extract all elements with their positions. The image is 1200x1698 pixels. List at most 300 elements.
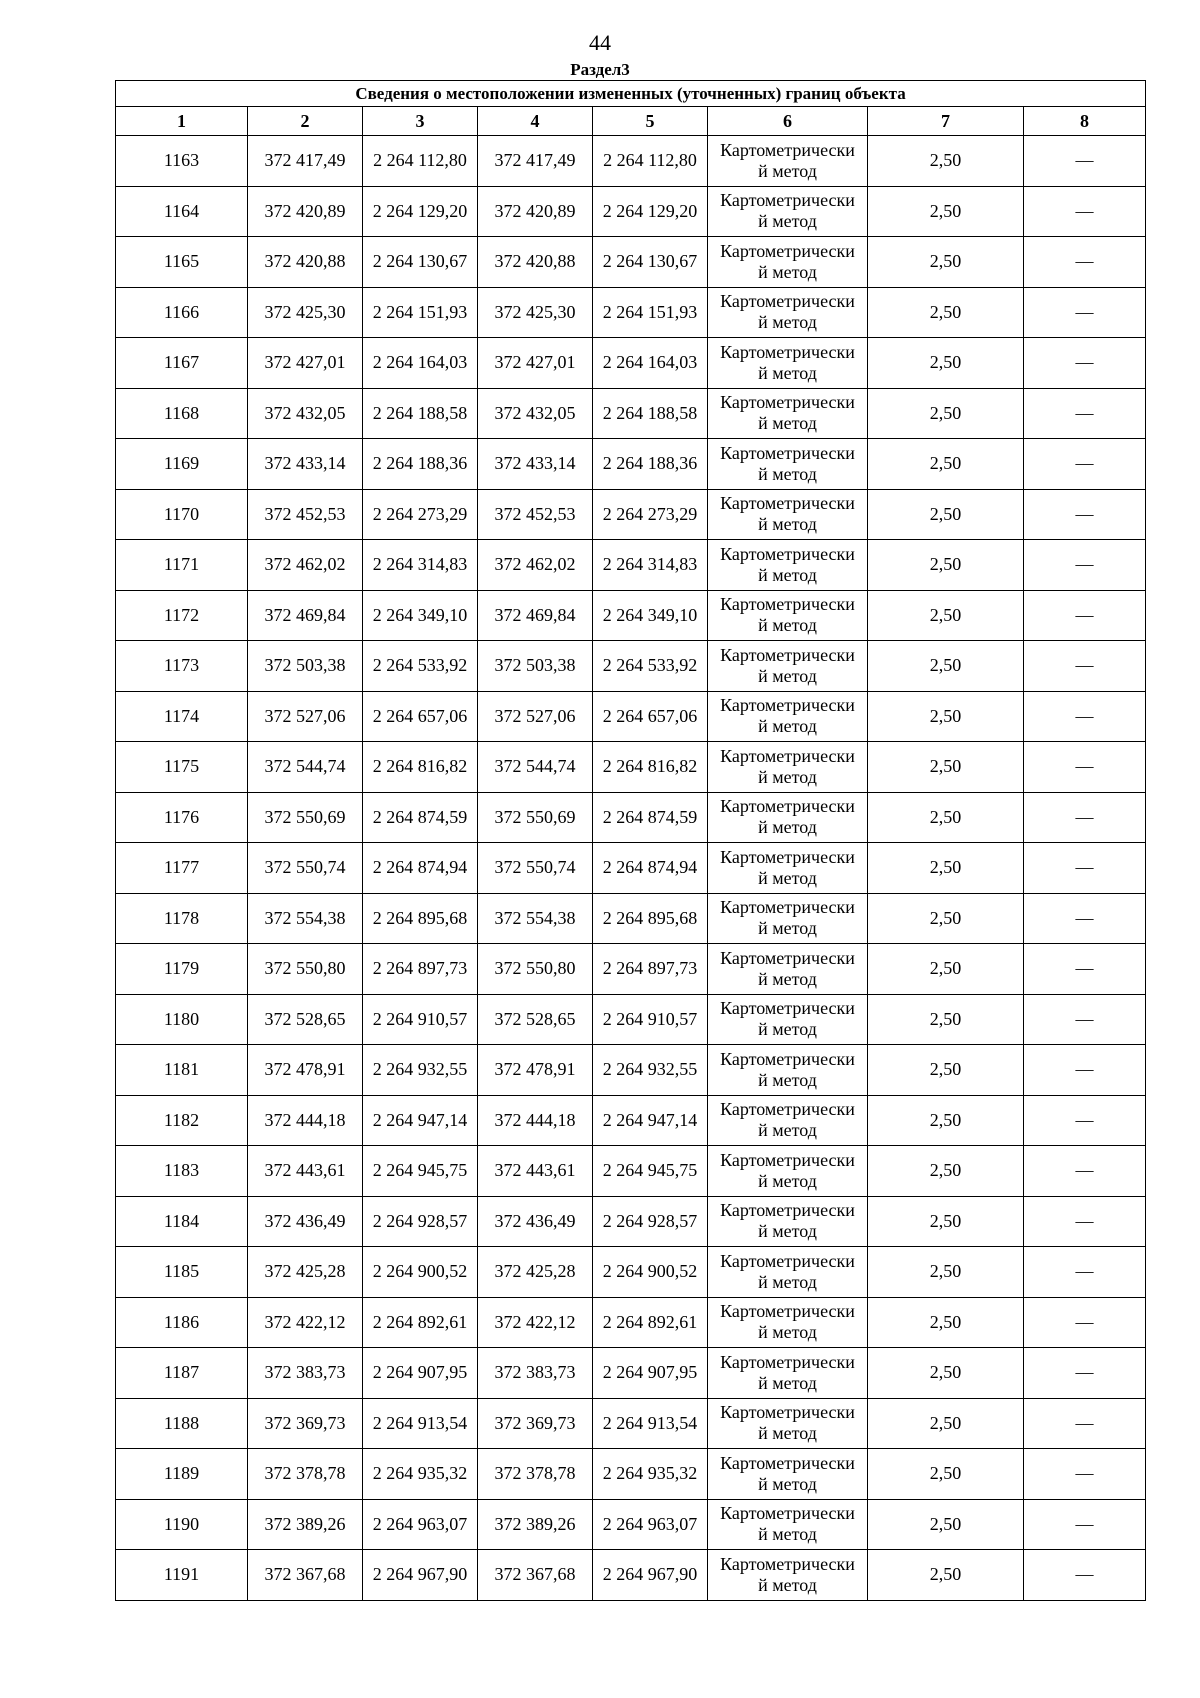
accuracy-cell: 2,50 [868, 1146, 1024, 1197]
point-number-cell: 1174 [116, 691, 248, 742]
y-existing-cell: 2 264 273,29 [363, 489, 478, 540]
point-number-cell: 1164 [116, 186, 248, 237]
method-text-line2: й метод [758, 564, 817, 585]
method-text-line2: й метод [758, 1019, 817, 1040]
y-new-cell: 2 264 188,58 [593, 388, 708, 439]
note-cell: — [1024, 944, 1146, 995]
accuracy-cell: 2,50 [868, 1247, 1024, 1298]
method-cell [708, 1449, 868, 1500]
y-existing-cell: 2 264 874,94 [363, 843, 478, 894]
point-number-cell: 1165 [116, 237, 248, 288]
table-row [116, 1247, 1146, 1298]
accuracy-cell: 2,50 [868, 287, 1024, 338]
y-new-cell: 2 264 816,82 [593, 742, 708, 793]
note-cell: — [1024, 1196, 1146, 1247]
table-row [116, 994, 1146, 1045]
method-text-line2: й метод [758, 514, 817, 535]
x-new-cell: 372 432,05 [478, 388, 593, 439]
method-cell [708, 792, 868, 843]
column-header: 7 [868, 107, 1024, 136]
accuracy-cell: 2,50 [868, 388, 1024, 439]
x-existing-cell: 372 550,74 [248, 843, 363, 894]
y-existing-cell: 2 264 657,06 [363, 691, 478, 742]
point-number-cell: 1166 [116, 287, 248, 338]
x-existing-cell: 372 369,73 [248, 1398, 363, 1449]
method-text-line1: Картометрически [720, 240, 855, 261]
note-cell: — [1024, 439, 1146, 490]
method-cell [708, 843, 868, 894]
method-text-line2: й метод [758, 160, 817, 181]
y-new-cell: 2 264 151,93 [593, 287, 708, 338]
x-existing-cell: 372 527,06 [248, 691, 363, 742]
note-cell: — [1024, 641, 1146, 692]
accuracy-cell: 2,50 [868, 1196, 1024, 1247]
y-new-cell: 2 264 657,06 [593, 691, 708, 742]
y-new-cell: 2 264 928,57 [593, 1196, 708, 1247]
x-existing-cell: 372 378,78 [248, 1449, 363, 1500]
accuracy-cell: 2,50 [868, 792, 1024, 843]
x-existing-cell: 372 433,14 [248, 439, 363, 490]
point-number-cell: 1183 [116, 1146, 248, 1197]
note-cell: — [1024, 1449, 1146, 1500]
method-text-line2: й метод [758, 817, 817, 838]
note-cell: — [1024, 792, 1146, 843]
y-existing-cell: 2 264 533,92 [363, 641, 478, 692]
x-existing-cell: 372 389,26 [248, 1499, 363, 1550]
accuracy-cell: 2,50 [868, 893, 1024, 944]
method-text-line2: й метод [758, 867, 817, 888]
table-row [116, 439, 1146, 490]
y-new-cell: 2 264 314,83 [593, 540, 708, 591]
accuracy-cell: 2,50 [868, 1095, 1024, 1146]
x-existing-cell: 372 528,65 [248, 994, 363, 1045]
accuracy-cell: 2,50 [868, 1348, 1024, 1399]
x-existing-cell: 372 544,74 [248, 742, 363, 793]
method-cell [708, 489, 868, 540]
method-text-line1: Картометрически [720, 341, 855, 362]
note-cell: — [1024, 1398, 1146, 1449]
table-row [116, 1398, 1146, 1449]
note-cell: — [1024, 287, 1146, 338]
accuracy-cell: 2,50 [868, 641, 1024, 692]
method-text-line1: Картометрически [720, 392, 855, 413]
method-text-line1: Картометрически [720, 1200, 855, 1221]
y-existing-cell: 2 264 895,68 [363, 893, 478, 944]
y-new-cell: 2 264 130,67 [593, 237, 708, 288]
method-cell [708, 388, 868, 439]
method-text-line1: Картометрически [720, 998, 855, 1019]
method-cell [708, 338, 868, 389]
table-row [116, 590, 1146, 641]
x-new-cell: 372 527,06 [478, 691, 593, 742]
method-cell [708, 136, 868, 187]
method-text-line1: Картометрически [720, 1402, 855, 1423]
table-row [116, 1499, 1146, 1550]
table-row [116, 641, 1146, 692]
note-cell: — [1024, 742, 1146, 793]
table-row [116, 1095, 1146, 1146]
method-cell [708, 590, 868, 641]
table-row [116, 742, 1146, 793]
method-text-line1: Картометрически [720, 846, 855, 867]
table-row [116, 1449, 1146, 1500]
y-new-cell: 2 264 947,14 [593, 1095, 708, 1146]
method-text-line2: й метод [758, 1120, 817, 1141]
x-new-cell: 372 444,18 [478, 1095, 593, 1146]
y-existing-cell: 2 264 151,93 [363, 287, 478, 338]
x-new-cell: 372 383,73 [478, 1348, 593, 1399]
y-new-cell: 2 264 913,54 [593, 1398, 708, 1449]
x-existing-cell: 372 550,69 [248, 792, 363, 843]
accuracy-cell: 2,50 [868, 338, 1024, 389]
x-new-cell: 372 462,02 [478, 540, 593, 591]
method-text-line1: Картометрически [720, 1099, 855, 1120]
y-existing-cell: 2 264 188,58 [363, 388, 478, 439]
note-cell: — [1024, 1550, 1146, 1601]
note-cell: — [1024, 136, 1146, 187]
x-new-cell: 372 544,74 [478, 742, 593, 793]
point-number-cell: 1176 [116, 792, 248, 843]
method-text-line2: й метод [758, 1322, 817, 1343]
x-existing-cell: 372 469,84 [248, 590, 363, 641]
method-text-line2: й метод [758, 362, 817, 383]
method-text-line1: Картометрически [720, 291, 855, 312]
y-existing-cell: 2 264 967,90 [363, 1550, 478, 1601]
method-text-line2: й метод [758, 1473, 817, 1494]
accuracy-cell: 2,50 [868, 590, 1024, 641]
x-new-cell: 372 550,80 [478, 944, 593, 995]
column-header: 1 [116, 107, 248, 136]
x-new-cell: 372 367,68 [478, 1550, 593, 1601]
method-text-line1: Картометрически [720, 745, 855, 766]
table-caption: Сведения о местоположении измененных (уточненных) границ объекта [116, 81, 1146, 107]
method-cell [708, 1499, 868, 1550]
method-text-line1: Картометрически [720, 1048, 855, 1069]
x-existing-cell: 372 503,38 [248, 641, 363, 692]
table-row [116, 1146, 1146, 1197]
y-existing-cell: 2 264 947,14 [363, 1095, 478, 1146]
y-new-cell: 2 264 935,32 [593, 1449, 708, 1500]
point-number-cell: 1181 [116, 1045, 248, 1096]
method-cell [708, 1146, 868, 1197]
x-new-cell: 372 503,38 [478, 641, 593, 692]
column-header: 4 [478, 107, 593, 136]
y-new-cell: 2 264 897,73 [593, 944, 708, 995]
method-cell [708, 237, 868, 288]
method-text-line1: Картометрически [720, 897, 855, 918]
table-body [116, 136, 1146, 1601]
point-number-cell: 1171 [116, 540, 248, 591]
method-text-line2: й метод [758, 665, 817, 686]
method-text-line1: Картометрически [720, 796, 855, 817]
column-header: 2 [248, 107, 363, 136]
y-new-cell: 2 264 273,29 [593, 489, 708, 540]
method-cell [708, 691, 868, 742]
note-cell: — [1024, 338, 1146, 389]
x-existing-cell: 372 427,01 [248, 338, 363, 389]
note-cell: — [1024, 1095, 1146, 1146]
method-text-line1: Картометрически [720, 1301, 855, 1322]
method-cell [708, 1348, 868, 1399]
x-new-cell: 372 422,12 [478, 1297, 593, 1348]
y-existing-cell: 2 264 164,03 [363, 338, 478, 389]
column-header: 3 [363, 107, 478, 136]
y-new-cell: 2 264 907,95 [593, 1348, 708, 1399]
accuracy-cell: 2,50 [868, 1398, 1024, 1449]
x-existing-cell: 372 436,49 [248, 1196, 363, 1247]
x-new-cell: 372 378,78 [478, 1449, 593, 1500]
method-text-line2: й метод [758, 1372, 817, 1393]
table-row [116, 691, 1146, 742]
note-cell: — [1024, 1045, 1146, 1096]
accuracy-cell: 2,50 [868, 1449, 1024, 1500]
point-number-cell: 1167 [116, 338, 248, 389]
y-new-cell: 2 264 900,52 [593, 1247, 708, 1298]
x-existing-cell: 372 425,28 [248, 1247, 363, 1298]
y-existing-cell: 2 264 932,55 [363, 1045, 478, 1096]
point-number-cell: 1168 [116, 388, 248, 439]
x-new-cell: 372 550,74 [478, 843, 593, 894]
y-new-cell: 2 264 129,20 [593, 186, 708, 237]
note-cell: — [1024, 388, 1146, 439]
page-number: 44 [589, 30, 611, 55]
x-existing-cell: 372 367,68 [248, 1550, 363, 1601]
method-text-line2: й метод [758, 1271, 817, 1292]
note-cell: — [1024, 1146, 1146, 1197]
note-cell: — [1024, 994, 1146, 1045]
y-existing-cell: 2 264 963,07 [363, 1499, 478, 1550]
method-text-line2: й метод [758, 1221, 817, 1242]
method-text-line1: Картометрически [720, 190, 855, 211]
y-existing-cell: 2 264 913,54 [363, 1398, 478, 1449]
accuracy-cell: 2,50 [868, 136, 1024, 187]
point-number-cell: 1173 [116, 641, 248, 692]
table-row [116, 237, 1146, 288]
x-new-cell: 372 425,28 [478, 1247, 593, 1298]
note-cell: — [1024, 1247, 1146, 1298]
method-text-line1: Картометрически [720, 493, 855, 514]
accuracy-cell: 2,50 [868, 994, 1024, 1045]
point-number-cell: 1179 [116, 944, 248, 995]
y-new-cell: 2 264 945,75 [593, 1146, 708, 1197]
y-existing-cell: 2 264 907,95 [363, 1348, 478, 1399]
x-new-cell: 372 478,91 [478, 1045, 593, 1096]
y-new-cell: 2 264 910,57 [593, 994, 708, 1045]
x-new-cell: 372 443,61 [478, 1146, 593, 1197]
table-row [116, 1196, 1146, 1247]
method-cell [708, 540, 868, 591]
note-cell: — [1024, 843, 1146, 894]
table-caption-row [116, 81, 1146, 107]
y-existing-cell: 2 264 314,83 [363, 540, 478, 591]
y-existing-cell: 2 264 900,52 [363, 1247, 478, 1298]
x-new-cell: 372 417,49 [478, 136, 593, 187]
table-row [116, 1550, 1146, 1601]
note-cell: — [1024, 237, 1146, 288]
method-cell [708, 944, 868, 995]
method-text-line2: й метод [758, 615, 817, 636]
point-number-cell: 1178 [116, 893, 248, 944]
note-cell: — [1024, 590, 1146, 641]
table-row [116, 1297, 1146, 1348]
x-existing-cell: 372 462,02 [248, 540, 363, 591]
y-existing-cell: 2 264 816,82 [363, 742, 478, 793]
accuracy-cell: 2,50 [868, 1550, 1024, 1601]
table-row [116, 338, 1146, 389]
y-existing-cell: 2 264 928,57 [363, 1196, 478, 1247]
column-header: 8 [1024, 107, 1146, 136]
method-cell [708, 287, 868, 338]
method-cell [708, 1297, 868, 1348]
table-row [116, 136, 1146, 187]
section-title: Раздел3 [570, 60, 630, 79]
x-existing-cell: 372 443,61 [248, 1146, 363, 1197]
method-text-line2: й метод [758, 1524, 817, 1545]
y-existing-cell: 2 264 910,57 [363, 994, 478, 1045]
x-new-cell: 372 528,65 [478, 994, 593, 1045]
method-cell [708, 1095, 868, 1146]
y-new-cell: 2 264 188,36 [593, 439, 708, 490]
x-new-cell: 372 420,89 [478, 186, 593, 237]
method-text-line1: Картометрически [720, 644, 855, 665]
method-text-line1: Картометрически [720, 1452, 855, 1473]
y-new-cell: 2 264 874,94 [593, 843, 708, 894]
method-text-line2: й метод [758, 312, 817, 333]
point-number-cell: 1184 [116, 1196, 248, 1247]
accuracy-cell: 2,50 [868, 489, 1024, 540]
point-number-cell: 1185 [116, 1247, 248, 1298]
x-existing-cell: 372 478,91 [248, 1045, 363, 1096]
accuracy-cell: 2,50 [868, 1499, 1024, 1550]
x-new-cell: 372 389,26 [478, 1499, 593, 1550]
accuracy-cell: 2,50 [868, 1297, 1024, 1348]
method-text-line2: й метод [758, 261, 817, 282]
y-new-cell: 2 264 967,90 [593, 1550, 708, 1601]
method-text-line2: й метод [758, 1574, 817, 1595]
y-new-cell: 2 264 892,61 [593, 1297, 708, 1348]
x-existing-cell: 372 452,53 [248, 489, 363, 540]
accuracy-cell: 2,50 [868, 237, 1024, 288]
y-new-cell: 2 264 164,03 [593, 338, 708, 389]
table-row [116, 287, 1146, 338]
point-number-cell: 1180 [116, 994, 248, 1045]
method-text-line2: й метод [758, 463, 817, 484]
x-new-cell: 372 452,53 [478, 489, 593, 540]
y-new-cell: 2 264 349,10 [593, 590, 708, 641]
note-cell: — [1024, 186, 1146, 237]
table-row [116, 388, 1146, 439]
table-row [116, 944, 1146, 995]
method-text-line1: Картометрически [720, 442, 855, 463]
y-new-cell: 2 264 963,07 [593, 1499, 708, 1550]
x-existing-cell: 372 554,38 [248, 893, 363, 944]
point-number-cell: 1172 [116, 590, 248, 641]
column-header: 6 [708, 107, 868, 136]
method-text-line1: Картометрически [720, 139, 855, 160]
x-existing-cell: 372 417,49 [248, 136, 363, 187]
method-text-line1: Картометрически [720, 543, 855, 564]
table-row [116, 489, 1146, 540]
method-cell [708, 742, 868, 793]
method-cell [708, 1045, 868, 1096]
method-text-line1: Картометрически [720, 1149, 855, 1170]
note-cell: — [1024, 1297, 1146, 1348]
method-text-line2: й метод [758, 766, 817, 787]
column-header-row [116, 107, 1146, 136]
x-new-cell: 372 425,30 [478, 287, 593, 338]
x-new-cell: 372 550,69 [478, 792, 593, 843]
method-text-line1: Картометрически [720, 1351, 855, 1372]
y-existing-cell: 2 264 129,20 [363, 186, 478, 237]
y-existing-cell: 2 264 945,75 [363, 1146, 478, 1197]
point-number-cell: 1175 [116, 742, 248, 793]
x-existing-cell: 372 420,89 [248, 186, 363, 237]
accuracy-cell: 2,50 [868, 540, 1024, 591]
method-cell [708, 439, 868, 490]
method-text-line1: Картометрически [720, 1250, 855, 1271]
table-row [116, 792, 1146, 843]
table-row [116, 1348, 1146, 1399]
note-cell: — [1024, 1499, 1146, 1550]
method-text-line2: й метод [758, 1170, 817, 1191]
note-cell: — [1024, 540, 1146, 591]
method-text-line2: й метод [758, 1423, 817, 1444]
x-new-cell: 372 554,38 [478, 893, 593, 944]
point-number-cell: 1182 [116, 1095, 248, 1146]
accuracy-cell: 2,50 [868, 691, 1024, 742]
accuracy-cell: 2,50 [868, 186, 1024, 237]
x-existing-cell: 372 383,73 [248, 1348, 363, 1399]
point-number-cell: 1191 [116, 1550, 248, 1601]
method-text-line2: й метод [758, 918, 817, 939]
method-cell [708, 1550, 868, 1601]
method-text-line1: Картометрически [720, 594, 855, 615]
x-new-cell: 372 433,14 [478, 439, 593, 490]
method-cell [708, 186, 868, 237]
table-row [116, 540, 1146, 591]
method-cell [708, 1196, 868, 1247]
accuracy-cell: 2,50 [868, 1045, 1024, 1096]
point-number-cell: 1177 [116, 843, 248, 894]
y-existing-cell: 2 264 130,67 [363, 237, 478, 288]
note-cell: — [1024, 489, 1146, 540]
accuracy-cell: 2,50 [868, 439, 1024, 490]
table-row [116, 843, 1146, 894]
table-row [116, 1045, 1146, 1096]
accuracy-cell: 2,50 [868, 843, 1024, 894]
y-existing-cell: 2 264 112,80 [363, 136, 478, 187]
method-text-line1: Картометрически [720, 947, 855, 968]
y-new-cell: 2 264 112,80 [593, 136, 708, 187]
method-text-line2: й метод [758, 413, 817, 434]
method-text-line1: Картометрически [720, 1503, 855, 1524]
x-new-cell: 372 369,73 [478, 1398, 593, 1449]
point-number-cell: 1163 [116, 136, 248, 187]
table-row [116, 186, 1146, 237]
x-new-cell: 372 427,01 [478, 338, 593, 389]
x-new-cell: 372 469,84 [478, 590, 593, 641]
note-cell: — [1024, 1348, 1146, 1399]
method-cell [708, 1247, 868, 1298]
method-text-line2: й метод [758, 716, 817, 737]
point-number-cell: 1186 [116, 1297, 248, 1348]
y-existing-cell: 2 264 188,36 [363, 439, 478, 490]
note-cell: — [1024, 893, 1146, 944]
y-existing-cell: 2 264 349,10 [363, 590, 478, 641]
x-existing-cell: 372 444,18 [248, 1095, 363, 1146]
column-header: 5 [593, 107, 708, 136]
x-existing-cell: 372 420,88 [248, 237, 363, 288]
